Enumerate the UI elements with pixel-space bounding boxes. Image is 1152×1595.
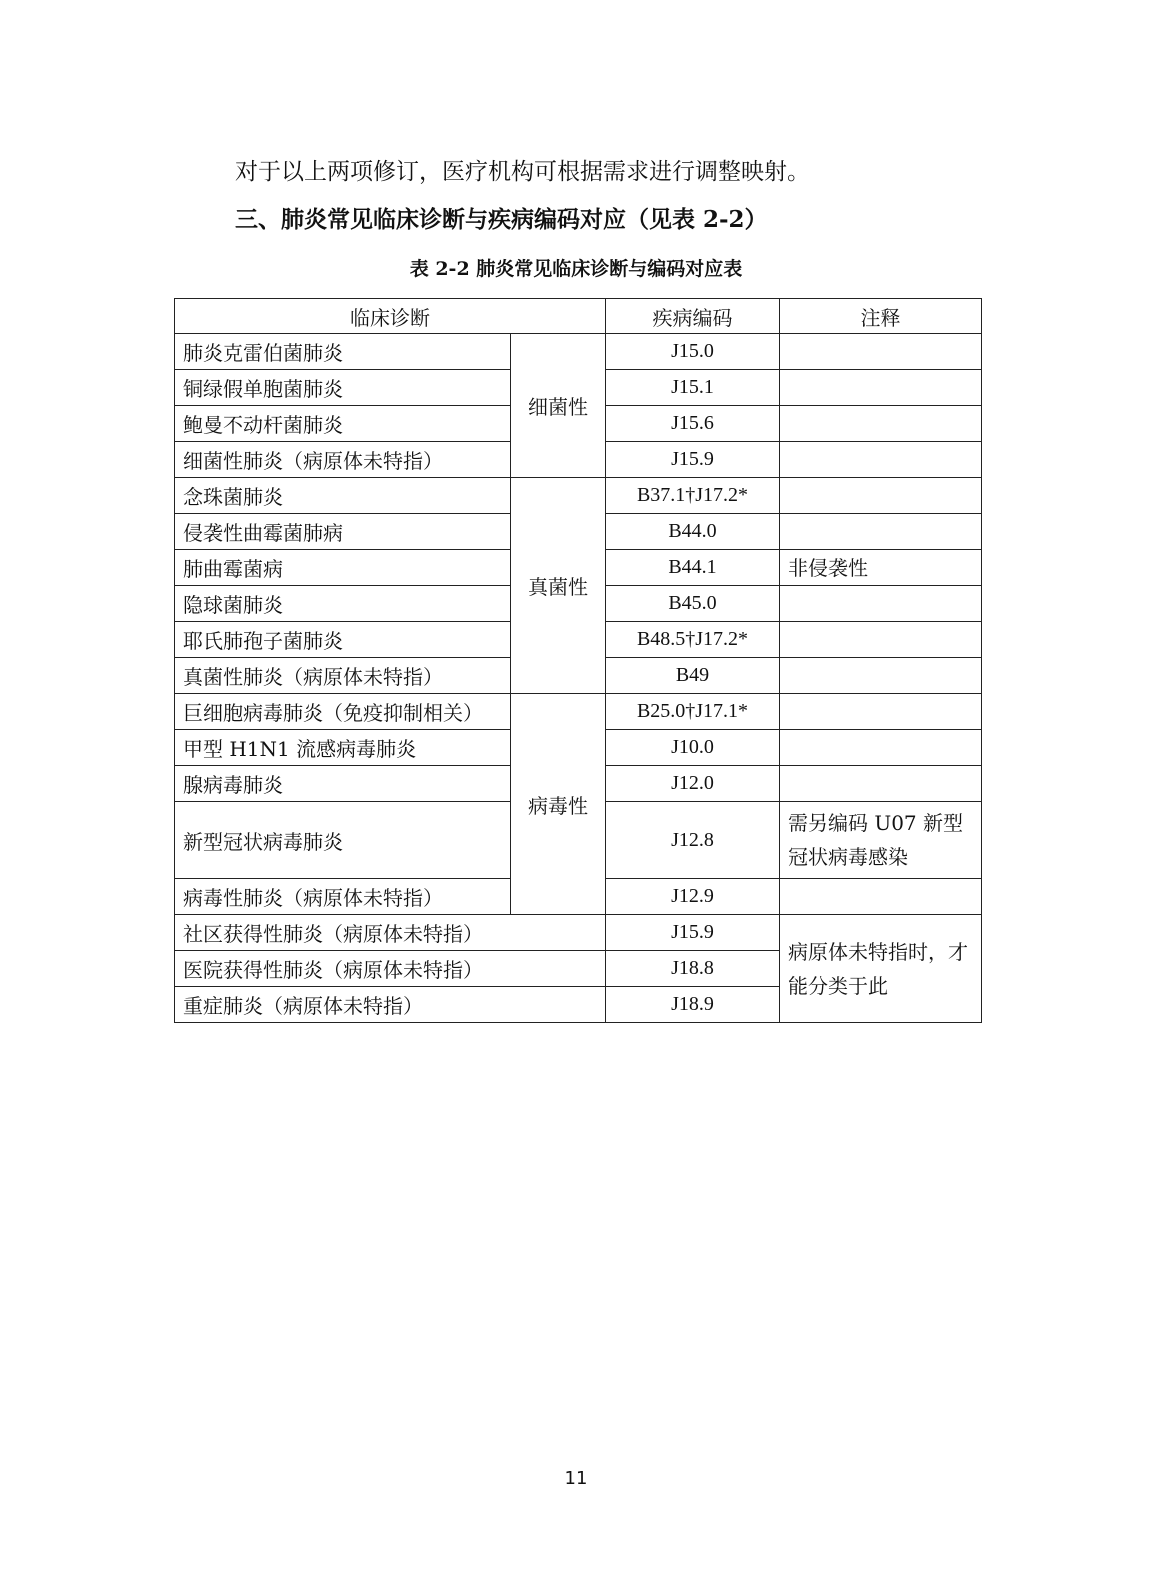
- note-cell: [780, 658, 982, 694]
- diagnosis-cell: 重症肺炎（病原体未特指）: [175, 987, 606, 1023]
- code-cell: J15.9: [606, 442, 780, 478]
- diagnosis-cell: 肺炎克雷伯菌肺炎: [175, 334, 511, 370]
- page-number: 11: [564, 1468, 588, 1489]
- code-cell: B49: [606, 658, 780, 694]
- code-cell: B25.0†J17.1*: [606, 694, 780, 730]
- code-cell: J15.0: [606, 334, 780, 370]
- diagnosis-cell: 铜绿假单胞菌肺炎: [175, 370, 511, 406]
- note-cell: [780, 766, 982, 802]
- note-cell: [780, 478, 982, 514]
- diagnosis-cell: 社区获得性肺炎（病原体未特指）: [175, 915, 606, 951]
- note-cell: [780, 442, 982, 478]
- diagnosis-cell: 巨细胞病毒肺炎（免疫抑制相关）: [175, 694, 511, 730]
- note-cell: 需另编码 U07 新型冠状病毒感染: [780, 802, 982, 879]
- table-header-row: [175, 299, 982, 334]
- code-cell: B44.1: [606, 550, 780, 586]
- group-cell-bacterial: 细菌性: [511, 334, 606, 478]
- diagnosis-cell: 肺曲霉菌病: [175, 550, 511, 586]
- diagnosis-cell: 真菌性肺炎（病原体未特指）: [175, 658, 511, 694]
- code-cell: J18.9: [606, 987, 780, 1023]
- group-cell-viral: 病毒性: [511, 694, 606, 915]
- code-cell: B48.5†J17.2*: [606, 622, 780, 658]
- diagnosis-cell: 腺病毒肺炎: [175, 766, 511, 802]
- group-cell-fungal: 真菌性: [511, 478, 606, 694]
- code-cell: J15.9: [606, 915, 780, 951]
- note-cell: [780, 514, 982, 550]
- note-cell: [780, 370, 982, 406]
- diagnosis-code-table: [174, 298, 982, 1023]
- note-cell: [780, 694, 982, 730]
- diagnosis-cell: 医院获得性肺炎（病原体未特指）: [175, 951, 606, 987]
- diagnosis-cell: 新型冠状病毒肺炎: [175, 802, 511, 879]
- diagnosis-cell: 鲍曼不动杆菌肺炎: [175, 406, 511, 442]
- note-cell: 非侵袭性: [780, 550, 982, 586]
- code-cell: B45.0: [606, 586, 780, 622]
- code-cell: J12.8: [606, 802, 780, 879]
- diagnosis-cell: 细菌性肺炎（病原体未特指）: [175, 442, 511, 478]
- diagnosis-cell: 病毒性肺炎（病原体未特指）: [175, 879, 511, 915]
- diagnosis-cell: 甲型 H1N1 流感病毒肺炎: [175, 730, 511, 766]
- code-cell: B37.1†J17.2*: [606, 478, 780, 514]
- code-cell: B44.0: [606, 514, 780, 550]
- section-heading: 三、肺炎常见临床诊断与疾病编码对应（见表 2-2）: [235, 206, 768, 233]
- code-cell: J18.8: [606, 951, 780, 987]
- header-code: 疾病编码: [606, 299, 780, 334]
- note-cell: [780, 730, 982, 766]
- table-row: [175, 915, 982, 951]
- table-row: [175, 478, 982, 514]
- diagnosis-cell: 耶氏肺孢子菌肺炎: [175, 622, 511, 658]
- code-cell: J10.0: [606, 730, 780, 766]
- code-cell: J12.9: [606, 879, 780, 915]
- note-cell: [780, 334, 982, 370]
- table-caption: 表 2-2 肺炎常见临床诊断与编码对应表: [409, 258, 743, 280]
- header-diagnosis: 临床诊断: [175, 299, 606, 334]
- diagnosis-cell: 隐球菌肺炎: [175, 586, 511, 622]
- code-cell: J15.6: [606, 406, 780, 442]
- diagnosis-cell: 念珠菌肺炎: [175, 478, 511, 514]
- table-row: [175, 334, 982, 370]
- note-cell: [780, 586, 982, 622]
- note-cell: [780, 406, 982, 442]
- table-row: [175, 694, 982, 730]
- note-cell: [780, 622, 982, 658]
- code-cell: J15.1: [606, 370, 780, 406]
- header-note: 注释: [780, 299, 982, 334]
- note-cell: 病原体未特指时，才能分类于此: [780, 915, 982, 1023]
- diagnosis-cell: 侵袭性曲霉菌肺病: [175, 514, 511, 550]
- body-paragraph: 对于以上两项修订，医疗机构可根据需求进行调整映射。: [235, 159, 810, 185]
- note-cell: [780, 879, 982, 915]
- code-cell: J12.0: [606, 766, 780, 802]
